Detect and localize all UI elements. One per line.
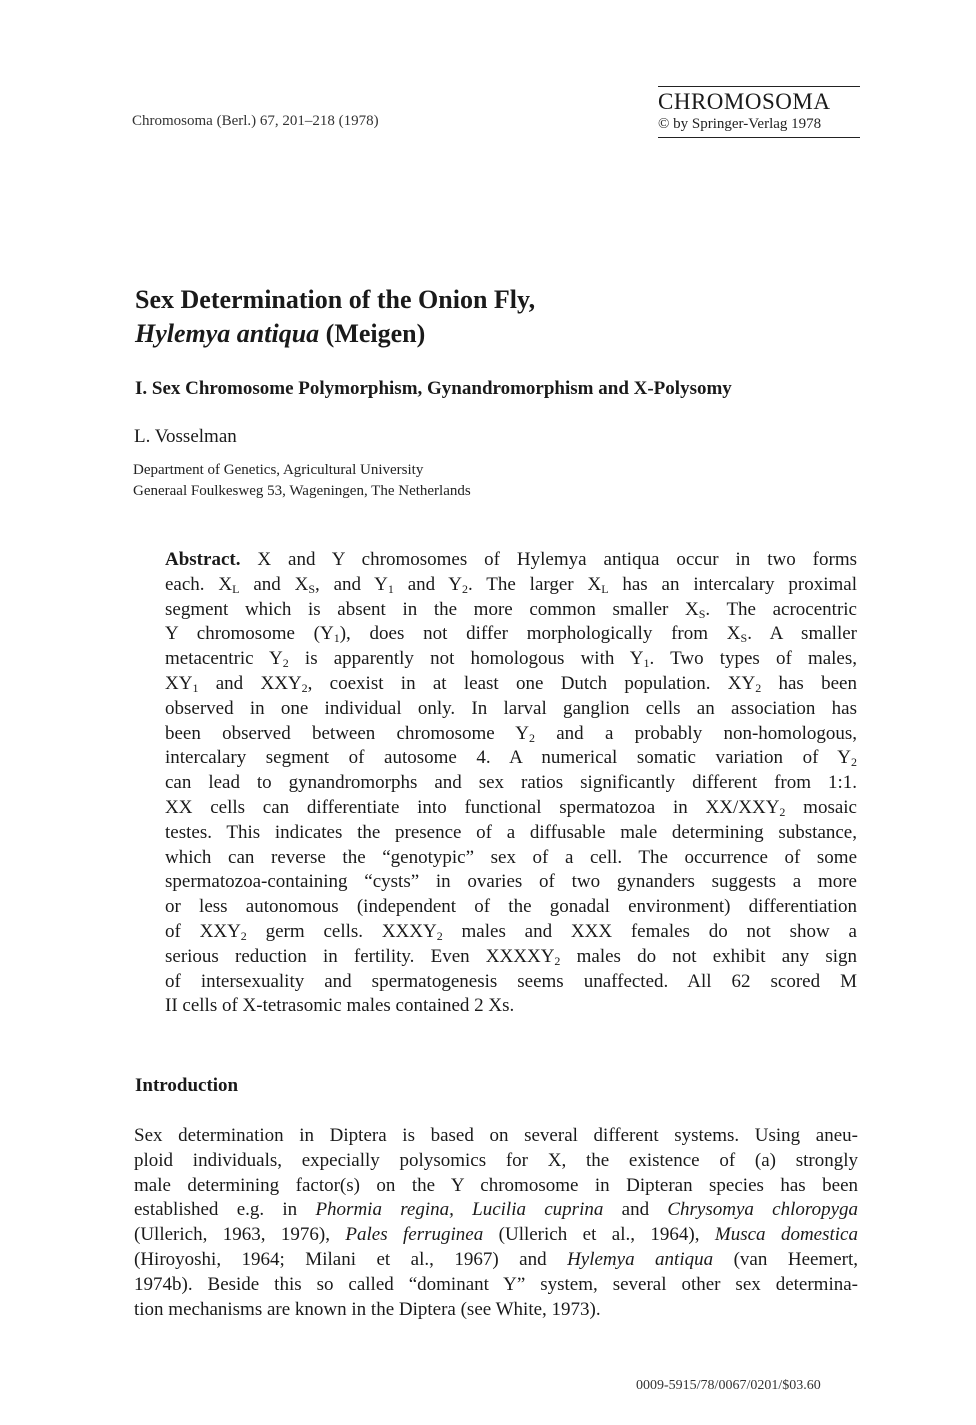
subscript: 1	[643, 656, 650, 671]
introduction-text: (Ullerich, 1963, 1976),	[134, 1224, 346, 1246]
abstract-line	[165, 622, 857, 647]
subscript: 1	[192, 680, 199, 695]
copyright-notice: © by Springer-Verlag 1978	[658, 116, 822, 132]
masthead-top-rule	[658, 86, 860, 87]
introduction-line	[134, 1174, 858, 1199]
abstract-line	[165, 945, 857, 970]
abstract-text: or less autonomous (independent of the gonadal environment) differentiation	[165, 896, 857, 918]
subscript: L	[601, 581, 609, 596]
abstract-text: spermatozoa-containing “cysts” in ovaries of two gynanders suggests a more	[165, 871, 857, 893]
introduction-line	[134, 1198, 858, 1223]
abstract-text: is apparently not homologous with Y	[288, 648, 644, 670]
species-name: Chrysomya chloropyga	[667, 1199, 858, 1221]
article-code: 0009-5915/78/0067/0201/$03.60	[636, 1378, 821, 1393]
abstract-text: and XXY	[198, 672, 302, 694]
author-name: L. Vosselman	[134, 426, 237, 447]
abstract-text: and X	[239, 573, 309, 595]
abstract-text: males and XXX females do not show a	[442, 920, 857, 942]
subscript: 1	[333, 631, 340, 646]
subscript: S	[308, 581, 315, 596]
abstract-line	[165, 994, 857, 1019]
abstract-line	[165, 920, 857, 945]
abstract-line	[165, 895, 857, 920]
abstract-line	[165, 548, 857, 573]
introduction-line	[134, 1124, 858, 1149]
abstract-line	[165, 970, 857, 995]
abstract-text: can lead to gynandromorphs and sex ratios significantly different from 1:1.	[165, 772, 857, 794]
abstract-line	[165, 672, 857, 697]
abstract-text: , and Y	[315, 573, 388, 595]
abstract-text: . The acrocentric	[705, 598, 857, 620]
subscript: 2	[282, 656, 289, 671]
introduction-body	[134, 1124, 858, 1322]
introduction-text: established e.g. in	[134, 1199, 316, 1221]
abstract-line	[165, 697, 857, 722]
affiliation-line-1: Department of Genetics, Agricultural University	[133, 462, 424, 478]
abstract-text: . Two types of males,	[649, 648, 858, 670]
abstract-text: has an intercalary proximal	[608, 573, 857, 595]
species-name: Phormia regina, Lucilia cuprina	[315, 1199, 604, 1221]
abstract-line	[165, 796, 857, 821]
title-authority: (Meigen)	[319, 319, 426, 348]
title-species: Hylemya antiqua	[135, 319, 320, 348]
abstract-text: observed in one individual only. In larval ganglion cells an association has	[165, 697, 857, 719]
abstract-line	[165, 771, 857, 796]
abstract-line	[165, 722, 857, 747]
article-subtitle: I. Sex Chromosome Polymorphism, Gynandromorphism and X-Polysomy	[135, 378, 732, 399]
abstract-text: which can reverse the “genotypic” sex of a cell. The occurrence of some	[165, 846, 857, 868]
abstract-text: X and Y chromosomes of Hylemya antiqua occur in two forms	[240, 549, 857, 570]
abstract-text: and a probably non-homologous,	[534, 722, 857, 744]
abstract-text: of intersexuality and spermatogenesis seems unaffected. All 62 scored M	[165, 970, 857, 992]
abstract-text: germ cells. XXXY	[246, 920, 437, 942]
introduction-text: Sex determination in Diptera is based on several different systems. Using aneu-	[134, 1125, 858, 1146]
abstract-label: Abstract.	[165, 549, 241, 570]
journal-name: CHROMOSOMA	[658, 89, 831, 114]
abstract-text: each. X	[165, 573, 233, 595]
section-heading-introduction: Introduction	[135, 1075, 239, 1096]
abstract-line	[165, 598, 857, 623]
subscript: 2	[436, 928, 443, 943]
species-name: Hylemya antiqua	[567, 1248, 714, 1270]
affiliation-line-2: Generaal Foulkesweg 53, Wageningen, The Netherlands	[133, 483, 471, 499]
abstract-text: males do not exhibit any sign	[560, 945, 857, 967]
journal-citation: Chromosoma (Berl.) 67, 201–218 (1978)	[132, 113, 379, 129]
abstract-text: segment which is absent in the more common smaller X	[165, 598, 699, 620]
subscript: 2	[240, 928, 247, 943]
subscript: 2	[779, 804, 786, 819]
masthead-bottom-rule	[658, 137, 860, 138]
subscript: 1	[387, 581, 394, 596]
species-name: Musca domestica	[714, 1224, 858, 1246]
subscript: S	[740, 631, 748, 646]
abstract-line	[165, 821, 857, 846]
abstract-line	[165, 846, 857, 871]
introduction-text: (Hiroyoshi, 1964; Milani et al., 1967) and	[134, 1248, 568, 1270]
abstract-text: Y chromosome (Y	[165, 623, 334, 645]
introduction-text: male determining factor(s) on the Y chromosome in Dipteran species has been	[134, 1174, 858, 1196]
author-affiliation	[133, 460, 471, 502]
abstract-text: intercalary segment of autosome 4. A numerical somatic variation of Y	[165, 747, 851, 769]
introduction-text: and	[603, 1199, 668, 1221]
species-name: Pales ferruginea	[345, 1224, 484, 1246]
introduction-line	[134, 1149, 858, 1174]
abstract-text: been observed between chromosome Y	[165, 722, 529, 744]
abstract-text: II cells of X-tetrasomic males contained 2 Xs.	[165, 995, 515, 1017]
introduction-text: (van Heemert,	[713, 1248, 858, 1270]
subscript: 2	[528, 730, 535, 745]
abstract-text: serious reduction in fertility. Even XXXXY	[165, 945, 555, 967]
abstract-text: . A smaller	[747, 623, 857, 645]
abstract-text: metacentric Y	[165, 648, 283, 670]
abstract-text: . The larger X	[468, 573, 602, 595]
introduction-text: ploid individuals, expecially polysomics for X, the existence of (a) strongly	[134, 1149, 858, 1171]
introduction-line	[134, 1298, 858, 1323]
abstract-text: of XXY	[165, 920, 241, 942]
abstract-line	[165, 647, 857, 672]
title-line-1: Sex Determination of the Onion Fly,	[135, 285, 536, 314]
abstract-text: testes. This indicates the presence of a diffusable male determining substance,	[165, 821, 857, 843]
subscript: 2	[851, 755, 857, 770]
introduction-text: tion mechanisms are known in the Diptera (see White, 1973).	[134, 1298, 601, 1320]
abstract-text: XX cells can differentiate into functional spermatozoa in XX/XXY	[165, 796, 780, 818]
abstract-line	[165, 870, 857, 895]
subscript: 2	[462, 581, 469, 596]
subscript: 2	[755, 680, 762, 695]
introduction-line	[134, 1273, 858, 1298]
abstract-text: ), does not differ morphologically from X	[339, 623, 741, 645]
introduction-text: (Ullerich et al., 1964),	[483, 1224, 715, 1246]
article-title	[135, 283, 855, 351]
abstract-line	[165, 573, 857, 598]
introduction-line	[134, 1248, 858, 1273]
abstract-text: and Y	[393, 573, 463, 595]
abstract-text: XY	[165, 672, 193, 694]
abstract-text: , coexist in at least one Dutch population. XY	[307, 672, 756, 694]
abstract	[165, 548, 857, 1019]
introduction-text: 1974b). Beside this so called “dominant Y” system, several other sex determina-	[134, 1273, 858, 1295]
abstract-text: mosaic	[785, 796, 857, 818]
journal-masthead	[658, 86, 860, 138]
title-line-2	[135, 317, 855, 351]
abstract-line	[165, 746, 857, 771]
subscript: 2	[554, 953, 561, 968]
abstract-text: has been	[761, 672, 857, 694]
subscript: S	[698, 606, 706, 621]
introduction-line	[134, 1223, 858, 1248]
subscript: L	[232, 581, 240, 596]
subscript: 2	[301, 680, 308, 695]
